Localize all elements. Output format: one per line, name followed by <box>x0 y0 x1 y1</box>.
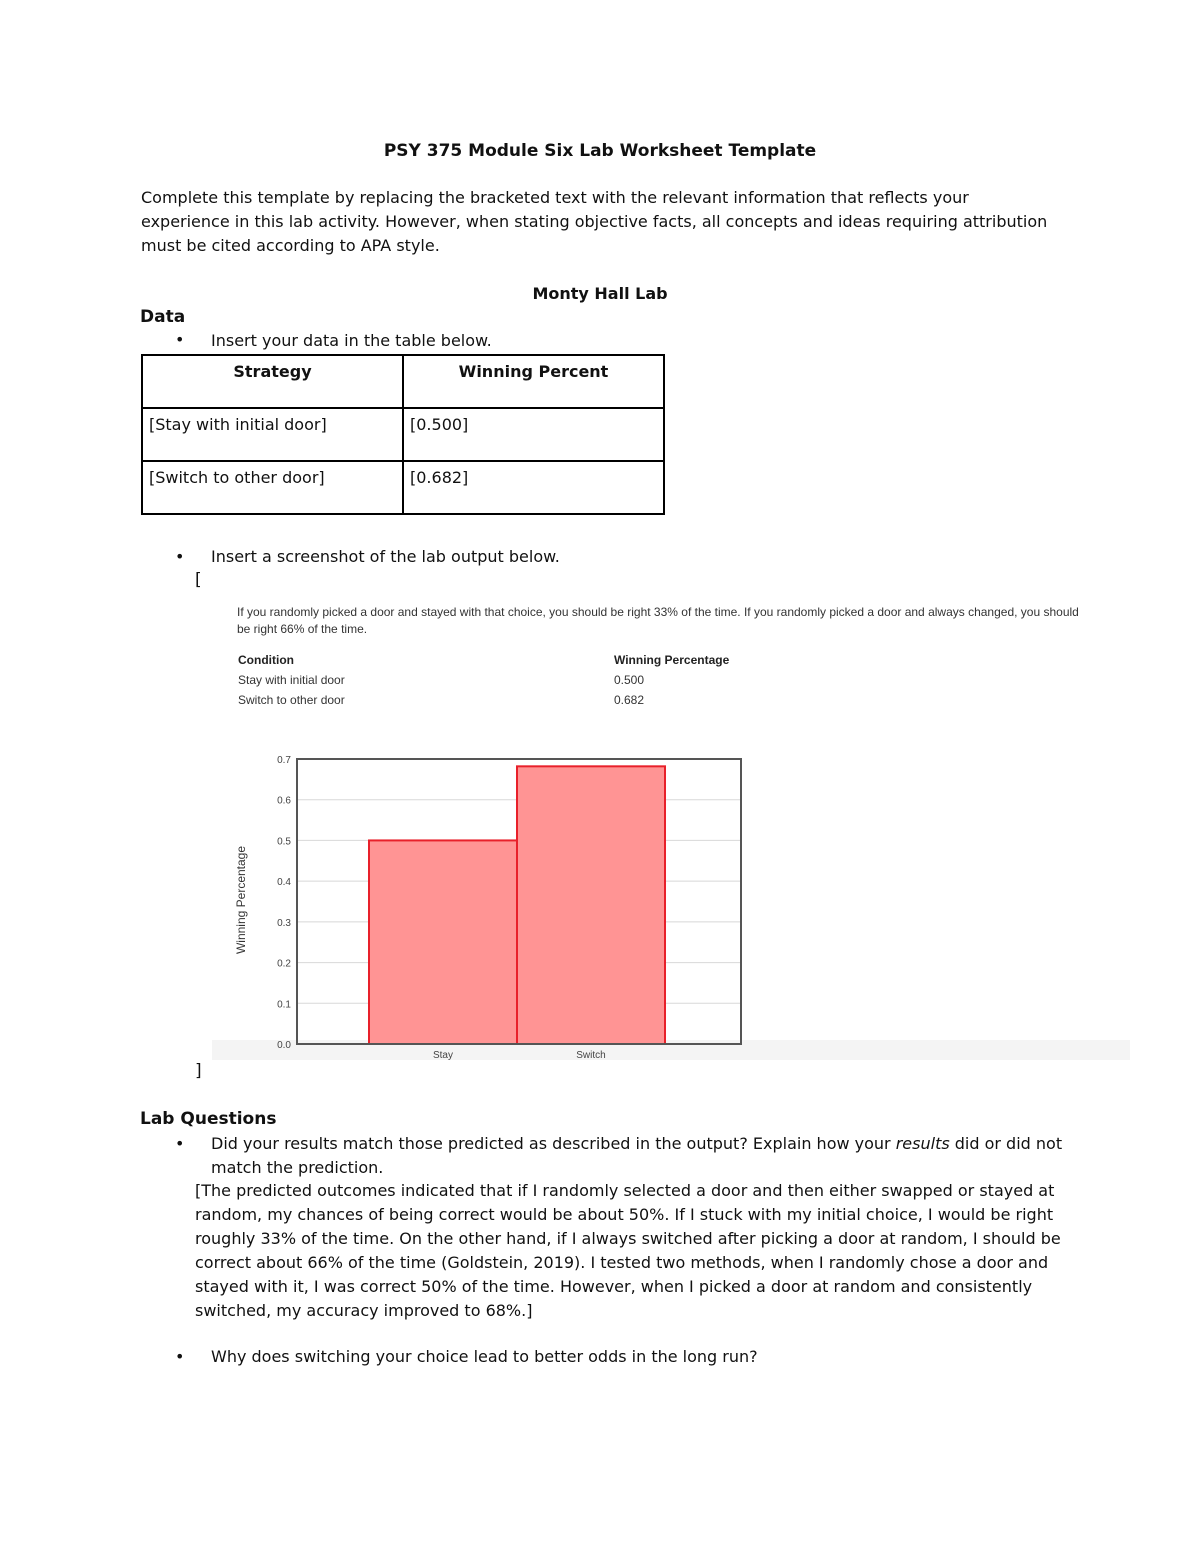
value-stay: 0.500 <box>614 673 645 687</box>
answer-1: [The predicted outcomes indicated that if I randomly selected a door and then either swapped or stayed at random, my chances of being correct would be about 50%. If I stuck with my initial choice, I would be right roughly 33% of the time. On the other hand, if I always switched after picking a door at random, I should be correct about 66% of the time (Goldstein, 2019). I tested two methods, when I randomly chose a door and stayed with it, I was correct 50% of the time. However, when I picked a door at random and consistently switched, my accuracy improved to 68%.] <box>195 1181 1061 1320</box>
cell-strategy: [Switch to other door] <box>142 461 403 514</box>
question-2: Why does switching your choice lead to better odds in the long run? <box>211 1347 758 1366</box>
winning-column-header: Winning Percentage <box>614 653 730 667</box>
lab-questions-heading: Lab Questions <box>140 1109 277 1129</box>
table-row <box>142 408 664 461</box>
condition-column-header: Condition <box>238 653 294 667</box>
bullet-glyph: • <box>175 547 185 566</box>
question-1-text-a: Did your results match those predicted as described in the output? Explain how your <box>211 1134 896 1153</box>
winning-percentage-bar-chart <box>225 745 755 1065</box>
y-tick-label: 0.1 <box>277 999 291 1011</box>
bracket-open: [ <box>195 570 202 590</box>
header-winning-percent: Winning Percent <box>403 355 664 408</box>
table-header-row <box>142 355 664 408</box>
bullet-glyph: • <box>175 1347 185 1366</box>
y-tick-label: 0.6 <box>277 795 291 807</box>
document-title: PSY 375 Module Six Lab Worksheet Template <box>383 141 817 161</box>
cell-strategy: [Stay with initial door] <box>142 408 403 461</box>
x-tick-label: Switch <box>576 1050 606 1061</box>
y-tick-label: 0.7 <box>277 755 291 766</box>
bullet-glyph: • <box>175 330 185 349</box>
y-tick-labels <box>277 755 291 1051</box>
y-tick-label: 0.5 <box>277 836 291 848</box>
question-1-italic: results <box>895 1134 950 1153</box>
condition-stay: Stay with initial door <box>238 673 345 687</box>
condition-switch: Switch to other door <box>238 693 345 707</box>
cell-winning-percent: [0.500] <box>403 408 664 461</box>
x-tick-label: Stay <box>432 1050 454 1061</box>
bracket-close: ] <box>195 1061 202 1081</box>
bar-switch <box>517 766 665 1044</box>
y-tick-label: 0.0 <box>277 1040 291 1051</box>
cell-winning-percent: [0.682] <box>403 461 664 514</box>
bullet-insert-data: Insert your data in the table below. <box>211 331 492 350</box>
bar-stay <box>369 840 517 1044</box>
data-table <box>141 354 665 515</box>
bullet-glyph: • <box>175 1134 185 1153</box>
chart-bars <box>369 766 665 1044</box>
lab-title: Monty Hall Lab <box>532 284 668 303</box>
question-1-text-b: did or did not match the prediction. <box>211 1134 1063 1177</box>
summary-line-2: be right 66% of the time. <box>237 622 368 636</box>
y-tick-label: 0.3 <box>277 917 291 929</box>
summary-line-1: If you randomly picked a door and stayed with that choice, you should be right 33% of the time. If you randomly picked a door and always changed, you should <box>237 605 1079 619</box>
bullet-insert-screenshot: Insert a screenshot of the lab output below. <box>211 547 560 566</box>
y-tick-label: 0.4 <box>277 877 291 889</box>
y-axis-label: Winning Percentage <box>234 845 248 955</box>
table-row <box>142 461 664 514</box>
value-switch: 0.682 <box>614 693 645 707</box>
question-1 <box>211 1132 1071 1180</box>
data-heading: Data <box>140 307 186 327</box>
intro-paragraph: Complete this template by replacing the bracketed text with the relevant information that reflects your experience in this lab activity. However, when stating objective facts, all concepts and ideas requiring attribution must be cited according to APA style. <box>141 188 1048 255</box>
header-strategy: Strategy <box>142 355 403 408</box>
x-tick-labels <box>433 1050 606 1061</box>
y-tick-label: 0.2 <box>277 958 291 970</box>
